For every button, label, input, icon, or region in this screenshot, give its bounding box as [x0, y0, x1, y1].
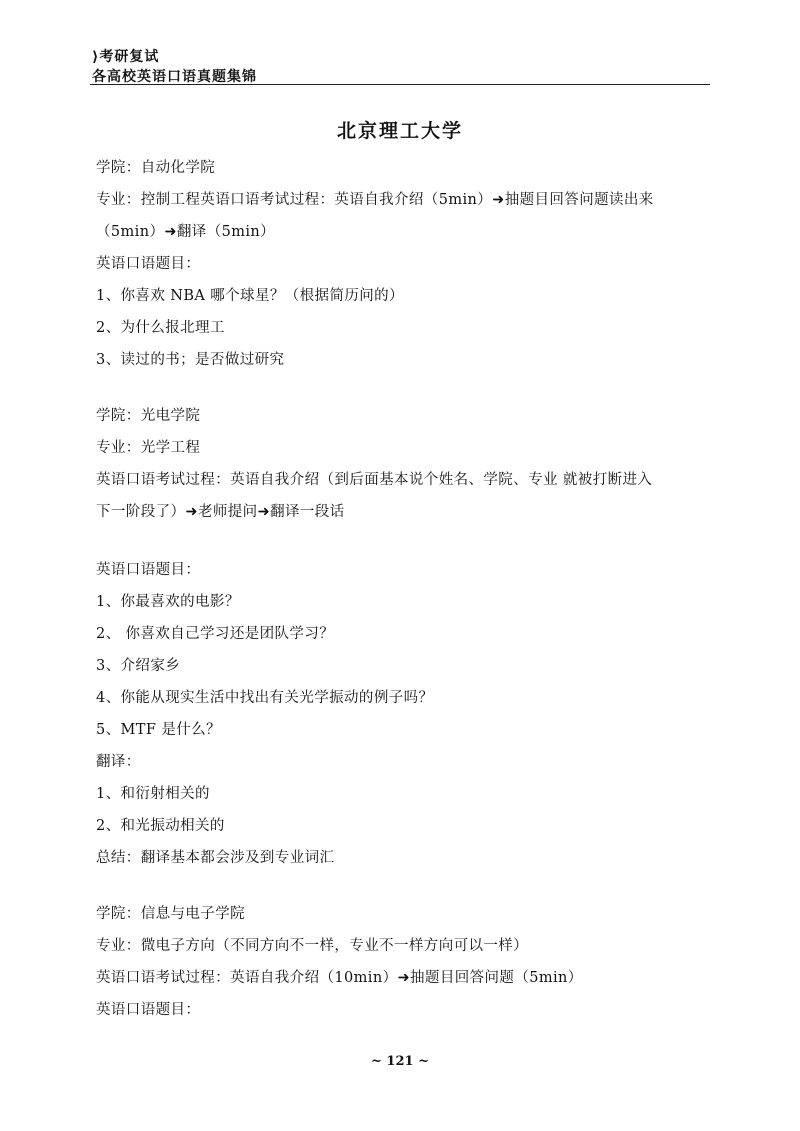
- text-line: 英语口语题目：: [96, 1002, 201, 1018]
- text-line: 1、你喜欢 NBA 哪个球星？（根据简历问的）: [96, 288, 404, 304]
- text-line: 英语口语考试过程：英语自我介绍（10min）➜抽题目回答问题（5min）: [96, 970, 583, 986]
- text-line: 英语口语题目：: [96, 562, 201, 578]
- text-line: 5、MTF 是什么？: [96, 722, 221, 738]
- text-line: 总结：翻译基本都会涉及到专业词汇: [96, 850, 335, 866]
- page-title: 北京理工大学: [336, 120, 463, 142]
- text-line: 1、你最喜欢的电影？: [96, 594, 240, 610]
- text-line: 专业：控制工程英语口语考试过程：英语自我介绍（5min）➜抽题目回答问题读出来: [96, 192, 654, 208]
- text-line: 学院：光电学院: [96, 408, 201, 424]
- page-number: ~ 121 ~: [371, 1054, 429, 1069]
- text-line: 英语口语考试过程：英语自我介绍（到后面基本说个姓名、学院、专业 就被打断进入: [96, 472, 653, 488]
- text-line: 学院：信息与电子学院: [96, 906, 245, 922]
- text-line: 2、 你喜欢自己学习还是团队学习？: [96, 626, 335, 642]
- text-line: 3、读过的书；是否做过研究: [96, 352, 285, 368]
- header-title: ⟩考研复试: [92, 49, 160, 65]
- text-line: 专业：微电子方向（不同方向不一样，专业不一样方向可以一样）: [96, 938, 529, 954]
- text-line: 翻译：: [96, 754, 141, 770]
- text-line: 1、和衍射相关的: [96, 786, 210, 802]
- text-line: （5min）➜翻译（5min）: [96, 224, 276, 240]
- text-line: 下一阶段了）➜老师提问➜翻译一段话: [96, 504, 345, 520]
- header-subtitle: 各高校英语口语真题集锦: [92, 69, 257, 85]
- text-line: 专业：光学工程: [96, 440, 201, 456]
- header-divider: [90, 84, 710, 85]
- text-line: 英语口语题目：: [96, 256, 201, 272]
- text-line: 学院：自动化学院: [96, 160, 216, 176]
- text-line: 3、介绍家乡: [96, 658, 181, 674]
- text-line: 4、你能从现实生活中找出有关光学振动的例子吗？: [96, 690, 434, 706]
- text-line: 2、和光振动相关的: [96, 818, 225, 834]
- text-line: 2、为什么报北理工: [96, 320, 225, 336]
